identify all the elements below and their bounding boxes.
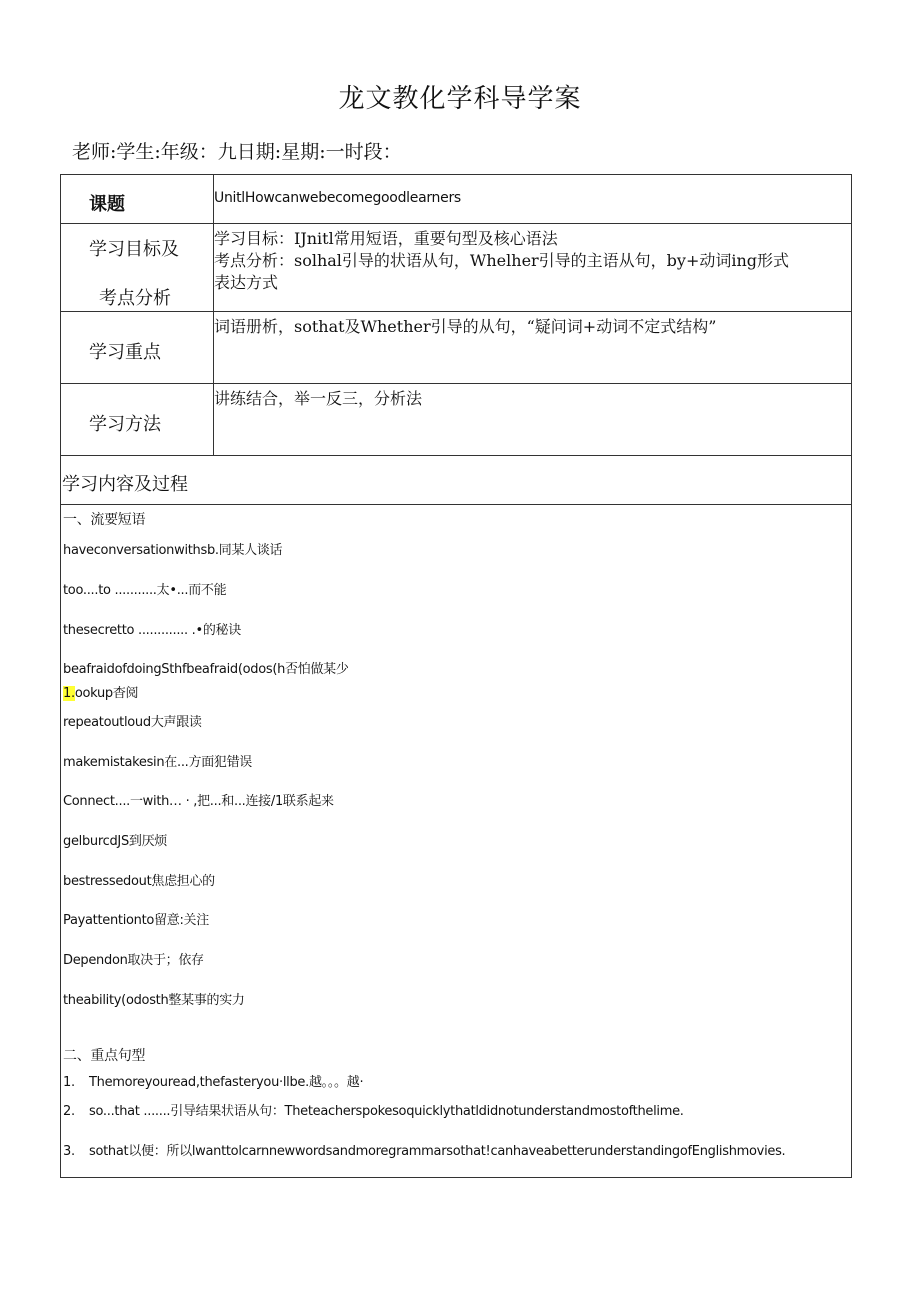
lesson-table: [60, 174, 852, 1178]
sentence-text: sothat以便：所以lwanttolcarnnewwordsandmoregrammarsothat!canhaveabetterunderstandingofEnglishmovies.: [89, 1144, 786, 1159]
goals-label-line1: 学习目标及: [89, 239, 179, 260]
topic-label: 课题: [89, 194, 125, 215]
content-label: 学习内容及过程: [62, 474, 188, 495]
phrase-item: gelburcdJS到厌烦: [63, 834, 167, 849]
phrase-item: Connect....一with… · ,把...和...连接/1联系起来: [63, 794, 334, 809]
goals-line-1: 学习目标：IJnitl常用短语，重要句型及核心语法: [214, 229, 558, 248]
phrase-item: makemistakesin在...方面犯错误: [63, 755, 252, 770]
sentence-item: [63, 1140, 785, 1159]
sentence-number: 1.: [63, 1075, 75, 1090]
phrase-item: repeatoutloud大声跟读: [63, 715, 202, 730]
method-label-cell: [61, 384, 214, 455]
phrase-item: too....to ...........太•...而不能: [63, 583, 227, 598]
sentence-text: Themoreyouread,thefasteryou·llbe.越。。。越·: [89, 1075, 364, 1090]
phrase-item: theability(odosth整某事的实力: [63, 993, 245, 1008]
phrase-item: beafraidofdoingSthfbeafraid(odos(h否怕做某少: [63, 662, 349, 677]
sentence-number: 2.: [63, 1104, 75, 1119]
document-title: 龙文教化学科导学案: [338, 84, 582, 114]
topic-label-cell: [61, 175, 214, 223]
sentence-item: [63, 1071, 363, 1090]
phrase-item-lookup: [63, 682, 138, 701]
method-row: [61, 384, 851, 456]
method-value: 讲练结合，举一反三，分析法: [214, 389, 423, 408]
goals-row: [61, 224, 851, 312]
goals-line-3: 表达方式: [214, 273, 279, 292]
phrase-item: thesecretto ............. .•的秘诀: [63, 623, 241, 638]
focus-label: 学习重点: [89, 342, 161, 363]
lookup-text: ookup杳阅: [74, 686, 139, 701]
section1-heading: 一、流要短语: [63, 512, 146, 528]
goals-line-2: 考点分析：solhal引导的状语从句，Whelher引导的主语从句，by+动词ing形式: [214, 251, 790, 270]
highlight-mark: 1.: [63, 686, 75, 701]
goals-label-line2: 考点分析: [99, 288, 171, 309]
phrase-item: bestressedout焦虑担心的: [63, 874, 215, 889]
method-label: 学习方法: [89, 414, 161, 435]
phrase-item: haveconversationwithsb.同某人谈话: [63, 543, 283, 558]
focus-value: 词语册析，sothat及Whether引导的从句，“疑问词+动词不定式结构”: [214, 317, 717, 336]
content-header-row: [61, 456, 851, 505]
sentence-item: [63, 1100, 684, 1119]
phrase-item: Payattentionto留意:关注: [63, 913, 209, 928]
phrase-item: Dependon取决于；依存: [63, 953, 204, 968]
topic-value: UnitlHowcanwebecomegoodlearners: [214, 190, 461, 206]
section2-heading: 二、重点句型: [63, 1048, 146, 1064]
goals-label-cell: [61, 224, 214, 311]
sentence-number: 3.: [63, 1144, 75, 1159]
meta-line: 老师:学生:年级：九日期:星期:一时段：: [72, 141, 402, 163]
topic-row: [61, 175, 851, 224]
focus-label-cell: [61, 312, 214, 383]
focus-row: [61, 312, 851, 384]
sentence-text: so...that .......引导结果状语从句：Theteacherspokesoquicklythatldidnotunderstandmostofthelime.: [89, 1104, 684, 1119]
